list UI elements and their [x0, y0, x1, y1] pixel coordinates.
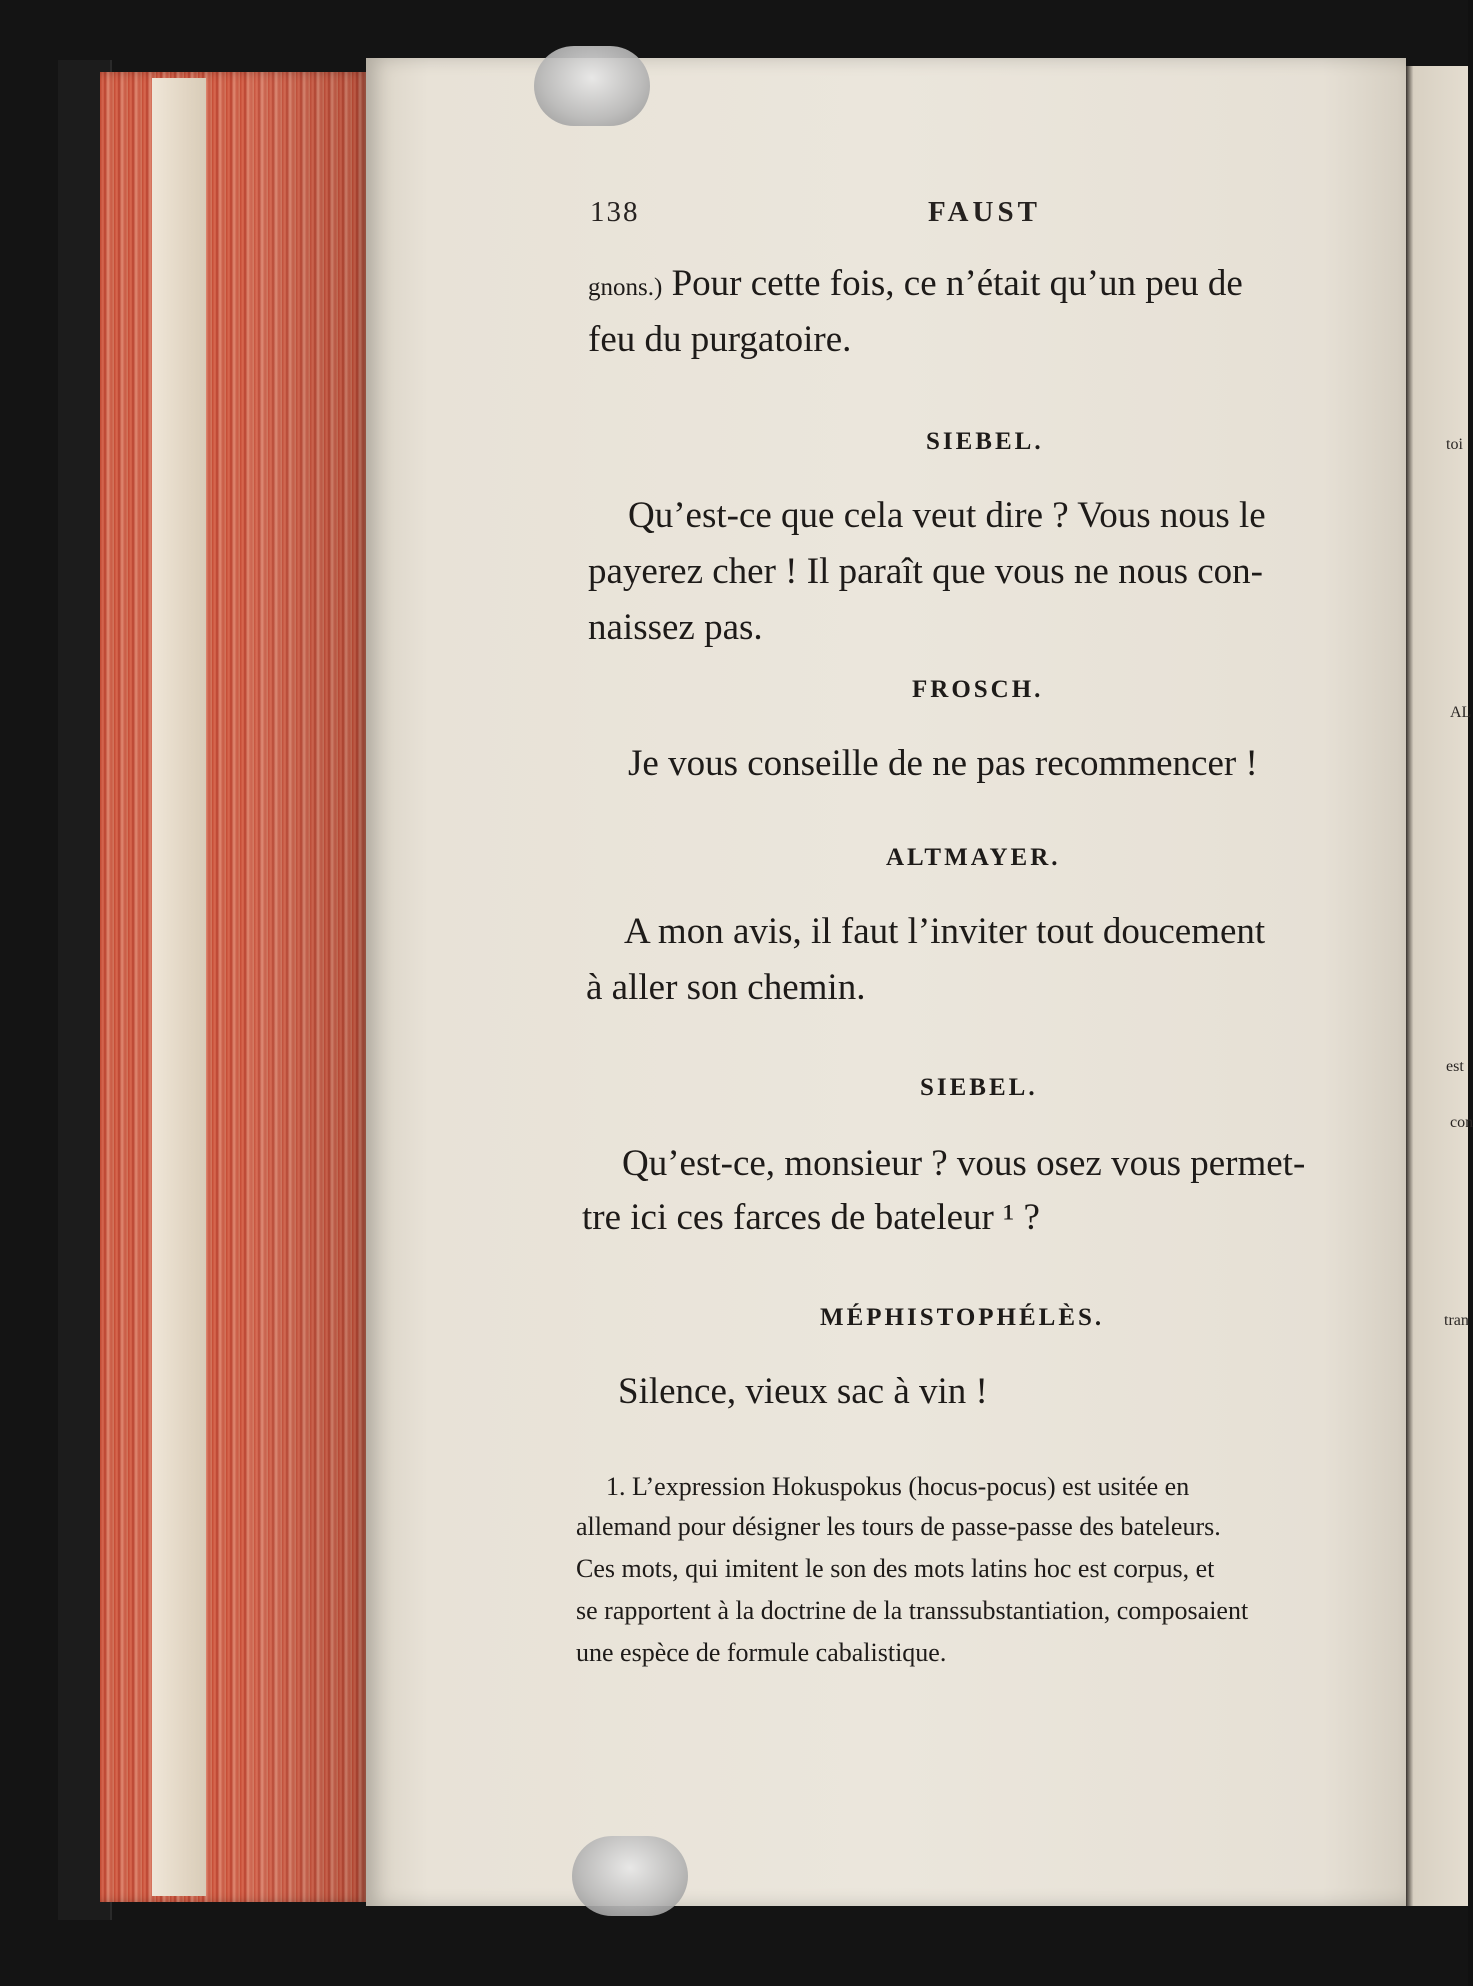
- next-page-fragment: toi: [1446, 436, 1463, 453]
- text-line: [588, 262, 1243, 305]
- dialogue-line: à aller son chemin.: [586, 967, 866, 1008]
- dialogue-line: Qu’est-ce, monsieur ? vous osez vous permet-: [622, 1143, 1306, 1184]
- dialogue-line: payerez cher ! Il paraît que vous ne nous con-: [588, 551, 1263, 592]
- page-number: 138: [590, 196, 640, 228]
- speaker-name: SIEBEL.: [926, 428, 1044, 455]
- text-line: feu du purgatoire.: [588, 319, 852, 360]
- speaker-name: ALTMAYER.: [886, 844, 1061, 871]
- footnote-line: se rapportent à la doctrine de la transsubstantiation, composaient: [576, 1596, 1249, 1625]
- footnote-line: 1. L’expression Hokuspokus (hocus-pocus) est usitée en: [606, 1472, 1190, 1501]
- speaker-name: SIEBEL.: [920, 1074, 1038, 1101]
- next-page-fragment: est: [1446, 1058, 1464, 1075]
- next-page-sliver: [1406, 66, 1473, 1906]
- page-clip-top: [534, 46, 650, 126]
- book-page: [366, 58, 1406, 1906]
- page-edges-red: [100, 72, 368, 1902]
- dialogue-line: tre ici ces farces de bateleur ¹ ?: [582, 1197, 1040, 1238]
- speaker-name: MÉPHISTOPHÉLÈS.: [820, 1304, 1105, 1331]
- next-page-fragment: tran: [1444, 1312, 1469, 1329]
- footnote-line: une espèce de formule cabalistique.: [576, 1638, 947, 1667]
- footnote-line: Ces mots, qui imitent le son des mots latins hoc est corpus, et: [576, 1554, 1215, 1583]
- page-clip-bottom: [572, 1836, 688, 1916]
- footnote-line: allemand pour désigner les tours de passe-passe des bateleurs.: [576, 1512, 1221, 1541]
- dialogue-line: Je vous conseille de ne pas recommencer !: [628, 743, 1258, 784]
- next-page-fragment: AL: [1450, 704, 1472, 721]
- running-title: FAUST: [928, 196, 1041, 228]
- speaker-name: FROSCH.: [912, 676, 1044, 703]
- next-page-fragment: con: [1450, 1114, 1473, 1131]
- stage-direction-end: gnons.): [588, 274, 663, 301]
- text-line-rest: Pour cette fois, ce n’était qu’un peu de: [671, 263, 1243, 304]
- dialogue-line: naissez pas.: [588, 607, 763, 648]
- dialogue-line: Silence, vieux sac à vin !: [618, 1371, 988, 1412]
- dialogue-line: A mon avis, il faut l’inviter tout doucement: [624, 911, 1266, 952]
- dialogue-line: Qu’est-ce que cela veut dire ? Vous nous le: [628, 495, 1266, 536]
